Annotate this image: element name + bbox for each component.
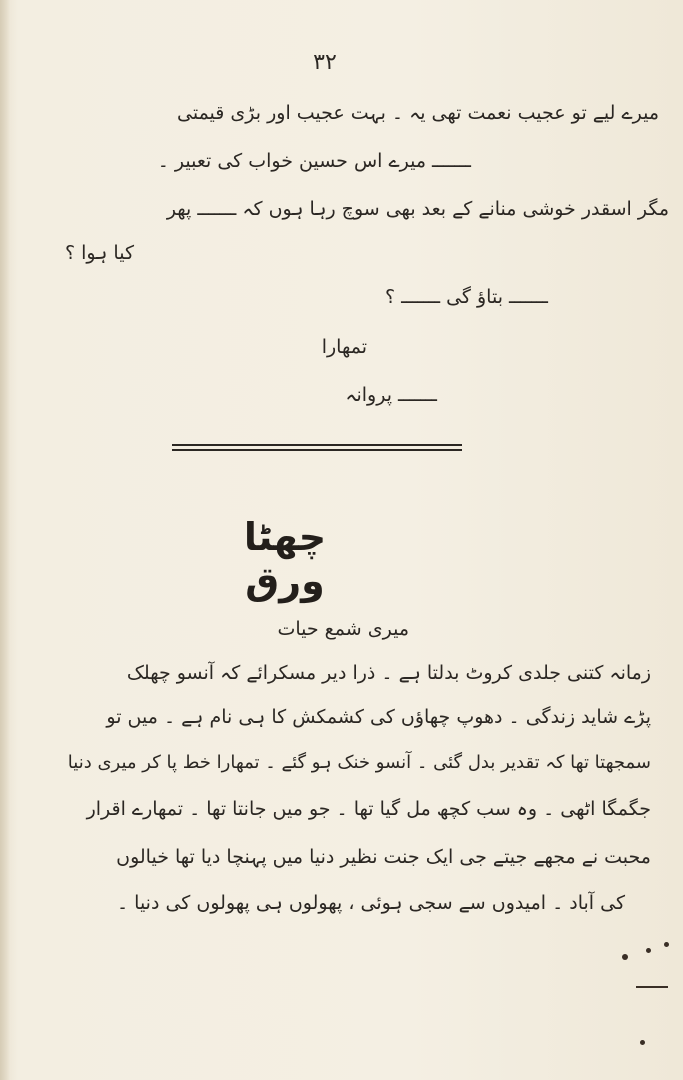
paragraph-line-5: محبت نے مجھے جیتے جی ایک جنت نظیر دنیا میں پہنچا دیا تھا خیالوں (116, 846, 651, 868)
paragraph-line-4: جگمگا اٹھی ۔ وہ سب کچھ مل گیا تھا ۔ جو میں جانتا تھا ۔ تمھارے اقرار (86, 798, 651, 820)
letter-line-3: مگر اسقدر خوشی منانے کے بعد بھی سوچ رہا ہوں کہ ـــــــ پھر (166, 198, 669, 220)
ink-mark (636, 986, 668, 988)
letter-line-2: ـــــــ میرے اس حسین خواب کی تعبیر ۔ (157, 150, 471, 172)
letter-signature: ـــــــ پروانہ (345, 384, 437, 406)
ink-speck (622, 954, 628, 960)
letter-line-1: میرے لیے تو عجیب نعمت تھی یہ ۔ بہت عجیب اور بڑی قیمتی (177, 102, 659, 124)
ink-speck (664, 942, 669, 947)
letter-line-4: کیا ہوا ؟ (65, 242, 134, 264)
paragraph-line-6: کی آباد ۔ امیدوں سے سجی ہوئی ، پھولوں ہی پھولوں کی دنیا ۔ (116, 892, 625, 914)
paragraph-line-3: سمجھتا تھا کہ تقدیر بدل گئی ۔ آنسو خنک ہو گئے ۔ تمھارا خط پا کر میری دنیا (67, 752, 651, 773)
paragraph-line-2: پڑے شاید زندگی ۔ دھوپ چھاؤں کی کشمکش کا ہی نام ہے ۔ میں تو (106, 706, 651, 728)
page-number: ۳۲ (313, 50, 337, 75)
letter-signoff: تمھارا (321, 336, 367, 358)
ink-speck (646, 948, 651, 953)
letter-line-5: ـــــــ بتاؤ گی ـــــــ ؟ (384, 286, 548, 308)
ink-speck (640, 1040, 645, 1045)
section-divider (172, 444, 462, 451)
chapter-salutation: میری شمع حیات (277, 618, 409, 640)
paragraph-line-1: زمانہ کتنی جلدی کروٹ بدلتا ہے ۔ ذرا دیر مسکرائے کہ آنسو چھلک (126, 662, 651, 684)
chapter-title: چھٹا ورق (243, 515, 327, 603)
page-binding-shadow (0, 0, 10, 1080)
